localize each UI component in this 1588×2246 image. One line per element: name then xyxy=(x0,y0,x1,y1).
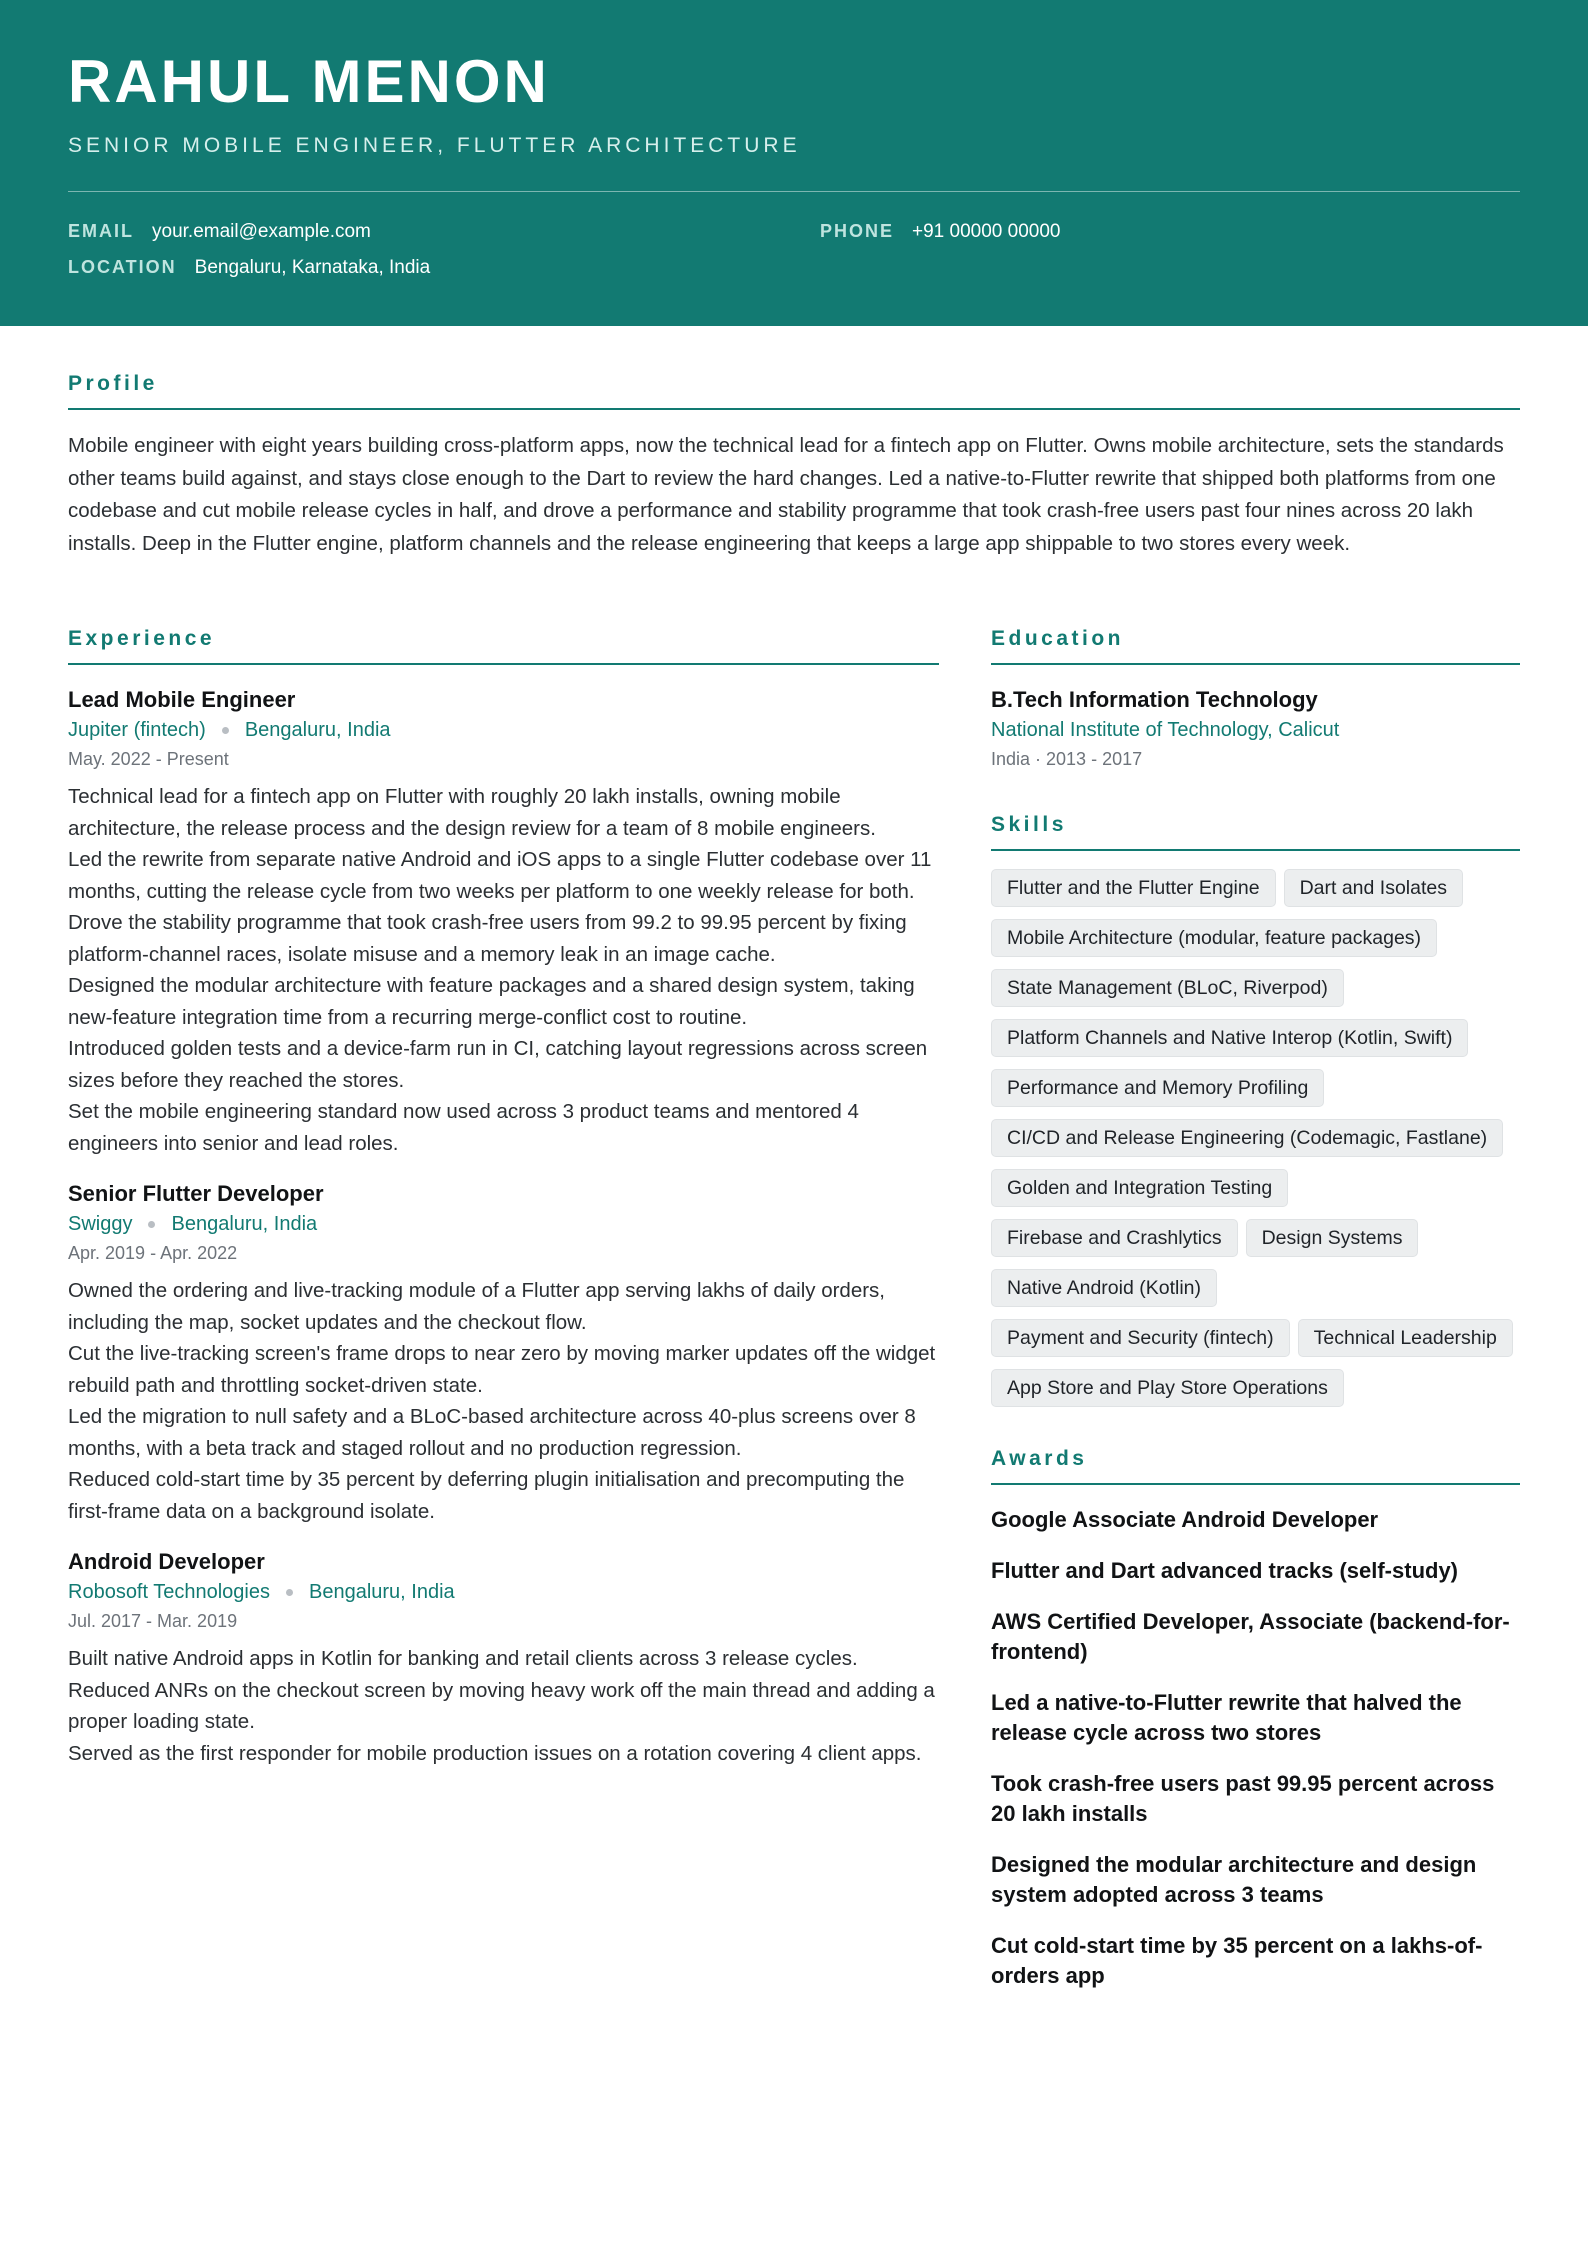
award-item: Google Associate Android Developer xyxy=(991,1507,1379,1532)
job-bullet: Set the mobile engineering standard now used across 3 product teams and mentored 4 engineers into senior and lead roles. xyxy=(68,1100,859,1155)
contact-email xyxy=(68,218,371,245)
separator-dot-icon xyxy=(148,1221,155,1228)
job-title: Lead Mobile Engineer xyxy=(68,687,296,712)
award-item: Took crash-free users past 99.95 percent across 20 lakh installs xyxy=(991,1771,1495,1826)
skill-chip: Design Systems xyxy=(1246,1219,1419,1257)
award-item: Led a native-to-Flutter rewrite that halved the release cycle across two stores xyxy=(991,1690,1462,1745)
job-bullet: Reduced ANRs on the checkout screen by moving heavy work off the main thread and adding a proper loading state. xyxy=(68,1678,935,1733)
award-item: Cut cold-start time by 35 percent on a lakhs-of-orders app xyxy=(991,1933,1483,1988)
job-bullet: Led the rewrite from separate native Android and iOS apps to a single Flutter codebase over 11 months, cutting the release cycle from two weeks per platform to one weekly release for both. xyxy=(68,848,932,903)
job-entry xyxy=(68,685,939,1159)
job-bullet: Owned the ordering and live-tracking module of a Flutter app serving lakhs of daily orders, including the map, socket updates and the checkout flow. xyxy=(68,1279,886,1334)
skill-chip: CI/CD and Release Engineering (Codemagic, Fastlane) xyxy=(991,1119,1503,1157)
skills-heading: Skills xyxy=(991,811,1520,851)
email-value[interactable]: your.email@example.com xyxy=(152,221,371,242)
skill-chip: Flutter and the Flutter Engine xyxy=(991,869,1276,907)
job-company: Robosoft Technologies xyxy=(68,1581,270,1603)
job-bullet: Served as the first responder for mobile production issues on a rotation covering 4 client apps. xyxy=(68,1741,922,1765)
skill-chip: Technical Leadership xyxy=(1298,1319,1513,1357)
job-headline: SENIOR MOBILE ENGINEER, FLUTTER ARCHITECTURE xyxy=(68,134,801,157)
job-meta xyxy=(68,1209,939,1239)
job-location: Bengaluru, India xyxy=(244,719,391,741)
job-company: Swiggy xyxy=(68,1213,133,1235)
profile-summary: Mobile engineer with eight years building cross-platform apps, now the technical lead for a fintech app on Flutter. Owns mobile architecture, sets the standards other teams build against, and stays close enough to the Dart to review the hard changes. Led a native-to-Flutter rewrite that shipped both platforms from one codebase and cut mobile release cycles in half, and drove a performance and stability programme that took crash-free users past four nines across 20 lakh installs. Deep in the Flutter engine, platform channels and the release engineering that keeps a large app shippable to two stores every week. xyxy=(68,434,1504,555)
job-bullet: Cut the live-tracking screen's frame drops to near zero by moving marker updates off the widget rebuild path and throttling socket-driven state. xyxy=(68,1342,936,1397)
job-title: Senior Flutter Developer xyxy=(68,1181,324,1206)
job-bullets xyxy=(68,1643,939,1769)
job-meta xyxy=(68,1577,939,1607)
phone-label: PHONE xyxy=(820,221,895,241)
job-bullet: Led the migration to null safety and a BLoC-based architecture across 40-plus screens over 8 months, with a beta track and staged rollout and no production regression. xyxy=(68,1405,916,1460)
award-list xyxy=(991,1505,1520,1991)
job-company: Jupiter (fintech) xyxy=(68,719,206,741)
contact-phone xyxy=(820,218,1060,245)
job-bullets xyxy=(68,781,939,1159)
contact-location xyxy=(68,254,430,281)
job-entry xyxy=(68,1179,939,1527)
profile-section xyxy=(68,370,1520,560)
job-location: Bengaluru, India xyxy=(309,1581,455,1603)
location-label: LOCATION xyxy=(68,257,177,277)
separator-dot-icon xyxy=(286,1589,293,1596)
location-value: Bengaluru, Karnataka, India xyxy=(194,257,431,278)
education-section xyxy=(991,625,1520,773)
job-bullet: Technical lead for a fintech app on Flutter with roughly 20 lakh installs, owning mobile architecture, the release process and the design review for a team of 8 mobile engineers. xyxy=(68,785,876,840)
skill-chip: Dart and Isolates xyxy=(1284,869,1463,907)
awards-section xyxy=(991,1445,1520,1991)
job-bullets xyxy=(68,1275,939,1527)
skill-chip: Firebase and Crashlytics xyxy=(991,1219,1238,1257)
experience-section xyxy=(68,625,939,1769)
experience-heading: Experience xyxy=(68,625,939,665)
email-label: EMAIL xyxy=(68,221,134,241)
skill-chip: Platform Channels and Native Interop (Kotlin, Swift) xyxy=(991,1019,1468,1057)
job-dates: Jul. 2017 - Mar. 2019 xyxy=(68,1611,238,1631)
skill-chip: Native Android (Kotlin) xyxy=(991,1269,1217,1307)
job-dates: Apr. 2019 - Apr. 2022 xyxy=(68,1243,238,1263)
skill-list xyxy=(991,869,1520,1407)
skill-chip: Golden and Integration Testing xyxy=(991,1169,1288,1207)
skill-chip: App Store and Play Store Operations xyxy=(991,1369,1344,1407)
job-list xyxy=(68,685,939,1769)
separator-dot-icon xyxy=(222,727,229,734)
sidebar-column xyxy=(991,625,1520,2012)
education-heading: Education xyxy=(991,625,1520,665)
job-location: Bengaluru, India xyxy=(171,1213,318,1235)
profile-heading: Profile xyxy=(68,370,1520,410)
phone-value[interactable]: +91 00000 00000 xyxy=(912,221,1061,242)
skill-chip: Performance and Memory Profiling xyxy=(991,1069,1324,1107)
skill-chip: Payment and Security (fintech) xyxy=(991,1319,1290,1357)
education-meta: India · 2013 - 2017 xyxy=(991,749,1143,769)
award-item: Designed the modular architecture and design system adopted across 3 teams xyxy=(991,1852,1477,1907)
job-bullet: Drove the stability programme that took crash-free users from 99.2 to 99.95 percent by fixing platform-channel races, isolate misuse and a memory leak in an image cache. xyxy=(68,911,907,966)
education-degree: B.Tech Information Technology xyxy=(991,687,1318,712)
skill-chip: State Management (BLoC, Riverpod) xyxy=(991,969,1344,1007)
award-item: Flutter and Dart advanced tracks (self-study) xyxy=(991,1558,1459,1583)
job-title: Android Developer xyxy=(68,1549,265,1574)
job-bullet: Reduced cold-start time by 35 percent by deferring plugin initialisation and precomputing the first-frame data on a background isolate. xyxy=(68,1468,905,1523)
header-divider xyxy=(68,191,1520,192)
job-entry xyxy=(68,1547,939,1769)
job-bullet: Introduced golden tests and a device-farm run in CI, catching layout regressions across screen sizes before they reached the stores. xyxy=(68,1037,928,1092)
job-bullet: Built native Android apps in Kotlin for banking and retail clients across 3 release cycles. xyxy=(68,1647,858,1670)
awards-heading: Awards xyxy=(991,1445,1520,1485)
candidate-name: RAHUL MENON xyxy=(68,48,550,115)
resume-header xyxy=(0,0,1588,326)
job-bullet: Designed the modular architecture with feature packages and a shared design system, taking new-feature integration time from a recurring merge-conflict cost to routine. xyxy=(68,974,915,1029)
job-meta xyxy=(68,715,939,745)
job-dates: May. 2022 - Present xyxy=(68,749,229,769)
education-school: National Institute of Technology, Calicut xyxy=(991,719,1340,741)
skill-chip: Mobile Architecture (modular, feature packages) xyxy=(991,919,1437,957)
award-item: AWS Certified Developer, Associate (backend-for-frontend) xyxy=(991,1609,1510,1664)
skills-section xyxy=(991,811,1520,1407)
